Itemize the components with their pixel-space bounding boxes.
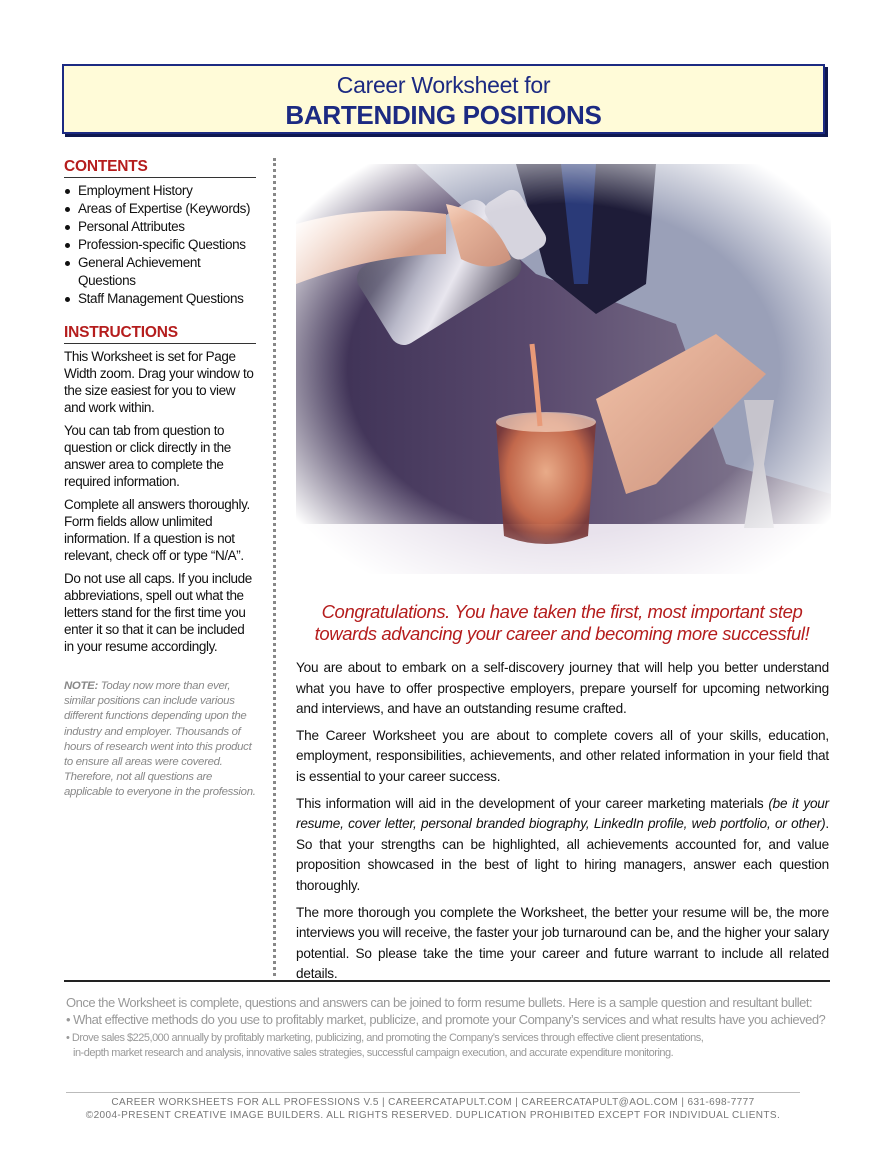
section-divider: [64, 980, 830, 982]
footer: [66, 1096, 800, 1122]
body-p3-italic: (be it your resume, cover letter, personal branded biography, LinkedIn profile, web portfolio, or other): [296, 795, 829, 832]
body-paragraph-4: The more thorough you complete the Worksheet, the better your resume will be, the more interviews you will receive, the faster your job turnaround can be, and the higher your salary potential. So please take the time your career and future warrant to include all related details.: [296, 904, 829, 982]
body-paragraph-2: The Career Worksheet you are about to complete covers all of your skills, education, employment, responsibilities, achievements, and other related information in your field that is essential to your career success.: [296, 727, 829, 784]
sample-bullet-line-2: in-depth market research and analysis, innovative sales strategies, successful campaign execution, and accurate expenditure monitoring.: [73, 1047, 674, 1059]
contents-item[interactable]: General Achievement Questions: [64, 254, 256, 290]
footer-line-2: ©2004-PRESENT CREATIVE IMAGE BUILDERS. ALL RIGHTS RESERVED. DUPLICATION PROHIBITED EXCEPT FOR INDIVIDUAL CLIENTS.: [85, 1110, 781, 1121]
sample-intro: Once the Worksheet is complete, questions and answers can be joined to form resume bullets. Here is a sample question and resultant bullet:: [66, 995, 813, 1010]
instruction-paragraph: Do not use all caps. If you include abbreviations, spell out what the letters stand for the first time you enter it so that it can be included in your resume accordingly.: [64, 571, 252, 654]
contents-list: [64, 182, 256, 308]
sample-block: [66, 994, 826, 1061]
contents-item[interactable]: Employment History: [64, 182, 256, 200]
sample-question: • What effective methods do you use to profitably market, publicize, and promote your Company’s services and what results have you achieved?: [66, 1012, 826, 1027]
intro-body: [296, 658, 829, 991]
bartender-photo: [296, 164, 831, 574]
contents-item[interactable]: Personal Attributes: [64, 218, 256, 236]
left-column: [64, 158, 256, 801]
worksheet-title-box: [62, 64, 825, 134]
body-paragraph-1: You are about to embark on a self-discovery journey that will help you better understand what you have to offer prospective employers, prepare yourself for upcoming networking and interviews, and have an outstanding resume crafted.: [296, 660, 829, 717]
instructions-heading: INSTRUCTIONS: [64, 324, 256, 344]
body-p3-start: This information will aid in the development of your career marketing materials: [296, 795, 769, 811]
bartender-illustration: [296, 164, 831, 574]
sample-bullet-line-1: • Drove sales $225,000 annually by profitably marketing, publicizing, and promoting the Company’s services through effective client presentations,: [66, 1032, 704, 1044]
congrats-line-1: Congratulations. You have taken the first, most important step: [321, 601, 803, 622]
column-divider: [273, 158, 276, 976]
note-text: Today now more than ever, similar positions can include various different functions depending upon the industry and employer. Thousands of hours of research went into this product to ensure all areas were covered. Therefore, not all questions are applicable to everyone in the profession.: [64, 680, 256, 799]
congrats-line-2: towards advancing your career and becoming more successful!: [314, 623, 810, 644]
congratulations-message: [296, 601, 828, 645]
note-block: [64, 679, 256, 801]
instruction-paragraph: This Worksheet is set for Page Width zoom. Drag your window to the size easiest for you to view and work within.: [64, 349, 254, 415]
title-line-1: Career Worksheet for: [336, 72, 551, 98]
sample-bullet: [66, 1031, 826, 1061]
body-paragraph-3: [296, 794, 829, 897]
note-label: NOTE:: [64, 680, 98, 692]
contents-item[interactable]: Staff Management Questions: [64, 290, 256, 308]
footer-line-1: CAREER WORKSHEETS FOR ALL PROFESSIONS V.5 | CAREERCATAPULT.COM | CAREERCATAPULT@AOL.COM | 631-698-7777: [111, 1097, 755, 1108]
title-line-2: BARTENDING POSITIONS: [285, 100, 602, 130]
instruction-paragraph: Complete all answers thoroughly. Form fields allow unlimited information. If a question is not relevant, check off or type “N/A”.: [64, 497, 250, 563]
body-p3-end: . So that your strengths can be highlighted, all achievements accounted for, and value proposition showcased in the best of light to hiring managers, answer each question thoroughly.: [296, 816, 829, 893]
instruction-paragraph: You can tab from question to question or click directly in the answer area to complete the required information.: [64, 423, 231, 489]
photo-vignette: [296, 164, 831, 574]
contents-heading: CONTENTS: [64, 158, 256, 178]
footer-divider: [66, 1092, 800, 1093]
instructions-block: [64, 348, 256, 655]
contents-item[interactable]: Profession-specific Questions: [64, 236, 256, 254]
contents-item[interactable]: Areas of Expertise (Keywords): [64, 200, 256, 218]
